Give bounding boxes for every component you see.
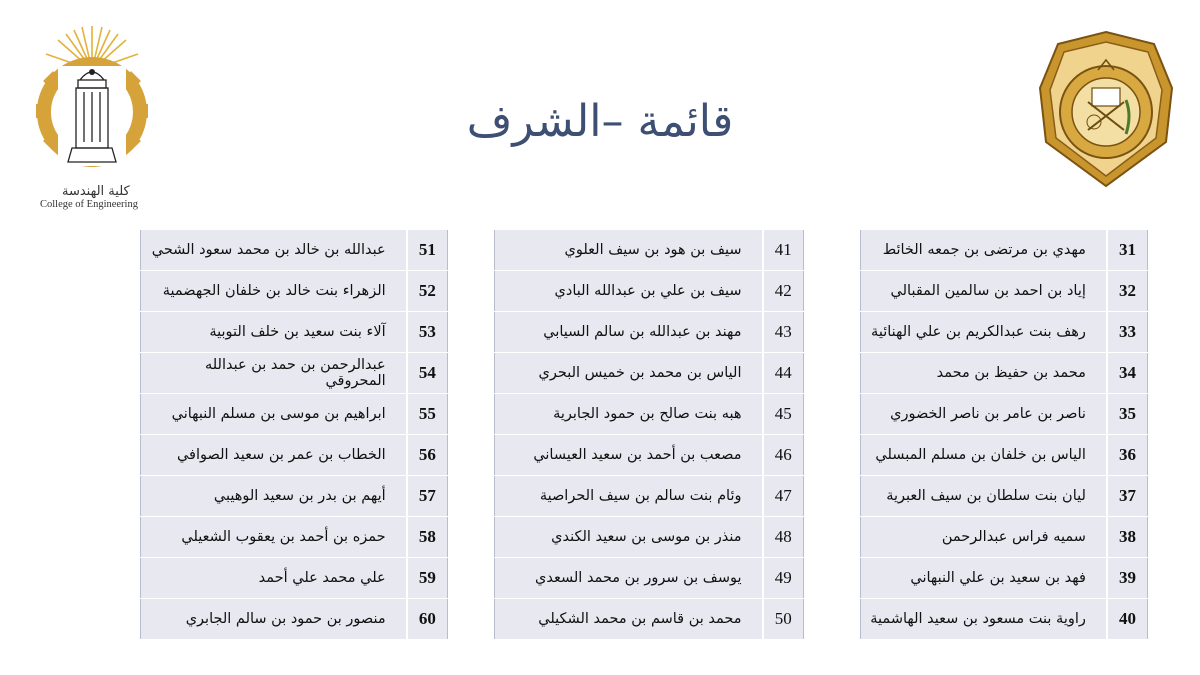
student-name: رهف بنت عبدالكريم بن علي الهنائية <box>861 312 1107 353</box>
table-row <box>141 435 448 476</box>
table-row <box>141 271 448 312</box>
table-row <box>495 312 804 353</box>
student-name: سيف بن هود بن سيف العلوي <box>495 230 763 271</box>
row-number: 57 <box>407 476 448 517</box>
table-row <box>861 517 1148 558</box>
student-name: هبه بنت صالح بن حمود الجابرية <box>495 394 763 435</box>
student-name: أيهم بن بدر بن سعيد الوهيبي <box>141 476 407 517</box>
row-number: 39 <box>1107 558 1148 599</box>
row-number: 46 <box>763 435 804 476</box>
table-row <box>141 230 448 271</box>
table-row <box>861 353 1148 394</box>
row-number: 35 <box>1107 394 1148 435</box>
row-number: 52 <box>407 271 448 312</box>
row-number: 42 <box>763 271 804 312</box>
table-row <box>495 558 804 599</box>
table-row <box>495 271 804 312</box>
student-name: عبدالله بن خالد بن محمد سعود الشحي <box>141 230 407 271</box>
student-name: عبدالرحمن بن حمد بن عبدالله المحروقي <box>141 353 407 394</box>
row-number: 43 <box>763 312 804 353</box>
table-row <box>141 599 448 640</box>
college-name-english: College of Engineering <box>40 199 138 210</box>
table-row <box>861 435 1148 476</box>
student-name: سيف بن علي بن عبدالله البادي <box>495 271 763 312</box>
row-number: 51 <box>407 230 448 271</box>
table-row <box>495 476 804 517</box>
student-name: سميه فراس عبدالرحمن <box>861 517 1107 558</box>
honor-table-41-50 <box>494 229 804 640</box>
student-name: منذر بن موسى بن سعيد الكندي <box>495 517 763 558</box>
row-number: 49 <box>763 558 804 599</box>
row-number: 54 <box>407 353 448 394</box>
student-name: محمد بن قاسم بن محمد الشكيلي <box>495 599 763 640</box>
row-number: 50 <box>763 599 804 640</box>
table-row <box>861 271 1148 312</box>
emblem-icon <box>1036 30 1176 188</box>
student-name: مصعب بن أحمد بن سعيد العيساني <box>495 435 763 476</box>
table-row <box>141 517 448 558</box>
student-name: محمد بن حفيظ بن محمد <box>861 353 1107 394</box>
row-number: 60 <box>407 599 448 640</box>
row-number: 41 <box>763 230 804 271</box>
row-number: 36 <box>1107 435 1148 476</box>
row-number: 56 <box>407 435 448 476</box>
honor-table-31-40 <box>860 229 1148 640</box>
table-row <box>141 476 448 517</box>
student-name: وئام بنت سالم بن سيف الحراصية <box>495 476 763 517</box>
student-name: راوية بنت مسعود بن سعيد الهاشمية <box>861 599 1107 640</box>
student-name: آلاء بنت سعيد بن خلف التوبية <box>141 312 407 353</box>
student-name: ابراهيم بن موسى بن مسلم النبهاني <box>141 394 407 435</box>
page-title: قائمة –الشرف <box>466 96 734 147</box>
student-name: الخطاب بن عمر بن سعيد الصوافي <box>141 435 407 476</box>
table-row <box>861 394 1148 435</box>
row-number: 45 <box>763 394 804 435</box>
row-number: 37 <box>1107 476 1148 517</box>
table-row <box>861 230 1148 271</box>
table-row <box>495 230 804 271</box>
table-row <box>861 476 1148 517</box>
row-number: 58 <box>407 517 448 558</box>
student-name: منصور بن حمود بن سالم الجابري <box>141 599 407 640</box>
student-name: حمزه بن أحمد بن يعقوب الشعيلي <box>141 517 407 558</box>
table-row <box>495 517 804 558</box>
student-name: ليان بنت سلطان بن سيف العبرية <box>861 476 1107 517</box>
table-row <box>141 394 448 435</box>
row-number: 59 <box>407 558 448 599</box>
row-number: 53 <box>407 312 448 353</box>
row-number: 44 <box>763 353 804 394</box>
row-number: 48 <box>763 517 804 558</box>
student-name: إياد بن احمد بن سالمين المقبالي <box>861 271 1107 312</box>
table-row <box>861 599 1148 640</box>
student-name: الزهراء بنت خالد بن خلفان الجهضمية <box>141 271 407 312</box>
table-row <box>861 558 1148 599</box>
honor-table-51-60 <box>140 229 448 640</box>
student-name: الياس بن محمد بن خميس البحري <box>495 353 763 394</box>
table-row <box>495 435 804 476</box>
table-row <box>495 353 804 394</box>
table-row <box>141 353 448 394</box>
student-name: يوسف بن سرور بن محمد السعدي <box>495 558 763 599</box>
row-number: 31 <box>1107 230 1148 271</box>
row-number: 34 <box>1107 353 1148 394</box>
row-number: 33 <box>1107 312 1148 353</box>
table-row <box>861 312 1148 353</box>
student-name: فهد بن سعيد بن علي النبهاني <box>861 558 1107 599</box>
student-name: علي محمد علي أحمد <box>141 558 407 599</box>
college-name-arabic: كلية الهندسة <box>62 184 130 199</box>
row-number: 38 <box>1107 517 1148 558</box>
table-row <box>141 312 448 353</box>
row-number: 55 <box>407 394 448 435</box>
row-number: 40 <box>1107 599 1148 640</box>
row-number: 32 <box>1107 271 1148 312</box>
student-name: مهدي بن مرتضى بن جمعه الخائط <box>861 230 1107 271</box>
row-number: 47 <box>763 476 804 517</box>
table-row <box>141 558 448 599</box>
student-name: الياس بن خلفان بن مسلم المبسلي <box>861 435 1107 476</box>
student-name: ناصر بن عامر بن ناصر الخضوري <box>861 394 1107 435</box>
student-name: مهند بن عبدالله بن سالم السيابي <box>495 312 763 353</box>
university-emblem <box>1036 30 1176 188</box>
table-row <box>495 599 804 640</box>
table-row <box>495 394 804 435</box>
